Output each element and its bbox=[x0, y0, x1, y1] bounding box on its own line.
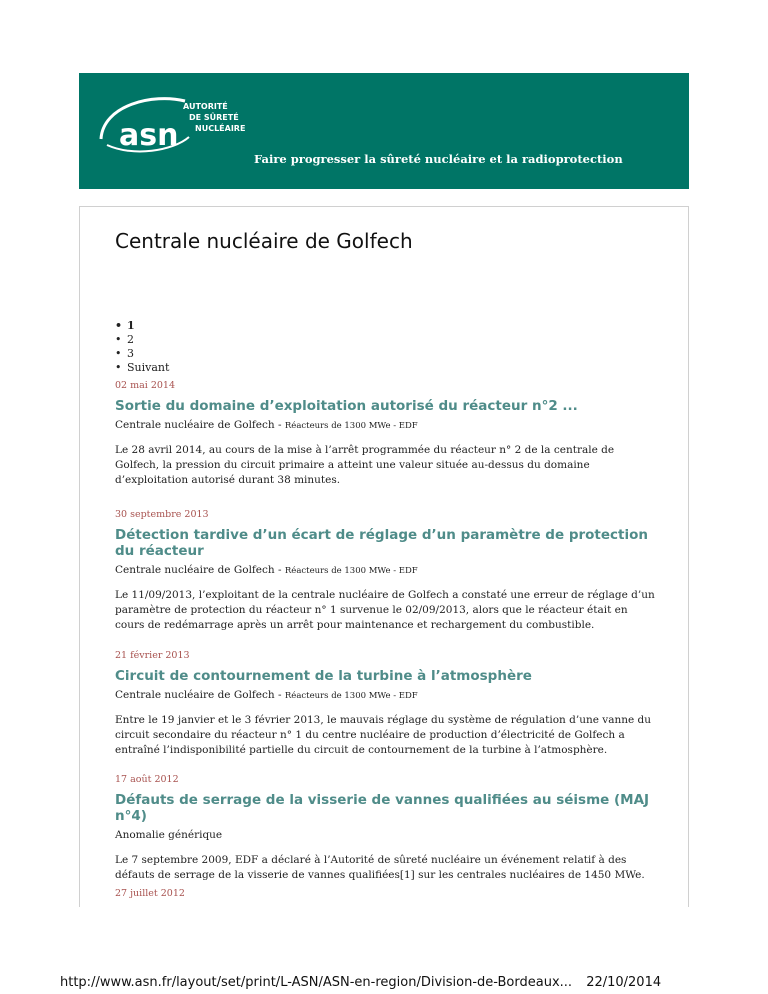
article-summary: Le 7 septembre 2009, EDF a déclaré à l’Autorité de sûreté nucléaire un événement relatif à des défauts de serrage de la visserie de vannes qualifiées[1] sur les centrales nucléaires de 1450 MWe. bbox=[115, 854, 645, 881]
article-summary: Le 28 avril 2014, au cours de la mise à l’arrêt programmée du réacteur n° 2 de la centrale de Golfech, la pression du circuit primaire a atteint une valeur située au-dessus du domaine d’exploitation autorisé durant 38 minutes. bbox=[115, 444, 615, 486]
page-3-link[interactable]: • 3 bbox=[115, 347, 169, 361]
article-site: Centrale nucléaire de Golfech bbox=[115, 419, 275, 431]
article-date: 27 juillet 2012 bbox=[115, 888, 185, 899]
logo-subtext-1: AUTORITÉ bbox=[183, 102, 228, 111]
article-date: 30 septembre 2013 bbox=[115, 509, 209, 520]
main-content bbox=[79, 206, 689, 907]
article-category: Réacteurs de 1300 MWe - EDF bbox=[284, 566, 418, 576]
article-date: 02 mai 2014 bbox=[115, 380, 176, 391]
print-footer bbox=[60, 975, 661, 990]
logo-text: asn bbox=[119, 118, 179, 153]
next-page-link[interactable]: • Suivant bbox=[115, 361, 169, 375]
asn-logo[interactable] bbox=[93, 87, 273, 161]
article-meta bbox=[115, 829, 655, 841]
article-title-link[interactable]: Sortie du domaine d’exploitation autorisé du réacteur n°2 ... bbox=[115, 398, 578, 414]
article bbox=[115, 888, 655, 899]
article-category: Réacteurs de 1300 MWe - EDF bbox=[284, 421, 418, 431]
footer-date: 22/10/2014 bbox=[586, 975, 662, 990]
article bbox=[115, 380, 655, 488]
header-banner bbox=[79, 73, 689, 189]
article-site: Anomalie générique bbox=[115, 829, 223, 841]
logo-subtext-3: NUCLÉAIRE bbox=[195, 124, 246, 133]
article bbox=[115, 774, 655, 883]
article-site: Centrale nucléaire de Golfech bbox=[115, 689, 275, 701]
article-title-link[interactable]: Circuit de contournement de la turbine à l’atmosphère bbox=[115, 668, 532, 684]
article-meta: Centrale nucléaire de Golfech - Réacteurs de 1300 MWe - EDF bbox=[115, 564, 418, 576]
tagline: Faire progresser la sûreté nucléaire et la radioprotection bbox=[254, 152, 623, 166]
article-date: 21 février 2013 bbox=[115, 650, 190, 661]
article-category: Réacteurs de 1300 MWe - EDF bbox=[284, 691, 418, 701]
article-summary: Entre le 19 janvier et le 3 février 2013, le mauvais réglage du système de régulation d’une vanne du circuit secondaire du réacteur n° 1 du centre nucléaire de production d’électricité de Golfech a entraîné l’indisponibilité partielle du circuit de contournement de la turbine à l’atmosphère. bbox=[115, 714, 652, 756]
article-site: Centrale nucléaire de Golfech bbox=[115, 564, 275, 576]
footer-url: http://www.asn.fr/layout/set/print/L-ASN/ASN-en-region/Division-de-Bordeaux... bbox=[60, 975, 573, 990]
page-1-link[interactable]: • 1 bbox=[115, 319, 169, 333]
page-2-link[interactable]: • 2 bbox=[115, 333, 169, 347]
article bbox=[115, 650, 655, 758]
article-meta: Centrale nucléaire de Golfech - Réacteurs de 1300 MWe - EDF bbox=[115, 419, 418, 431]
article-date: 17 août 2012 bbox=[115, 774, 179, 785]
pagination bbox=[115, 319, 169, 375]
article-meta: Centrale nucléaire de Golfech - Réacteurs de 1300 MWe - EDF bbox=[115, 689, 418, 701]
page-title: Centrale nucléaire de Golfech bbox=[115, 229, 413, 253]
article-title-link[interactable]: Détection tardive d’un écart de réglage d’un paramètre de protection du réacteur bbox=[115, 527, 648, 559]
article-title-link[interactable]: Défauts de serrage de la visserie de vannes qualifiées au séisme (MAJ n°4) bbox=[115, 792, 650, 824]
logo-subtext-2: DE SÛRETÉ bbox=[189, 113, 239, 122]
article bbox=[115, 509, 655, 633]
article-summary: Le 11/09/2013, l’exploitant de la centrale nucléaire de Golfech a constaté une erreur de réglage d’un paramètre de protection du réacteur n° 1 survenue le 02/09/2013, alors que le réacteur était en cours de redémarrage après un arrêt pour maintenance et rechargement du combustible. bbox=[115, 589, 655, 631]
